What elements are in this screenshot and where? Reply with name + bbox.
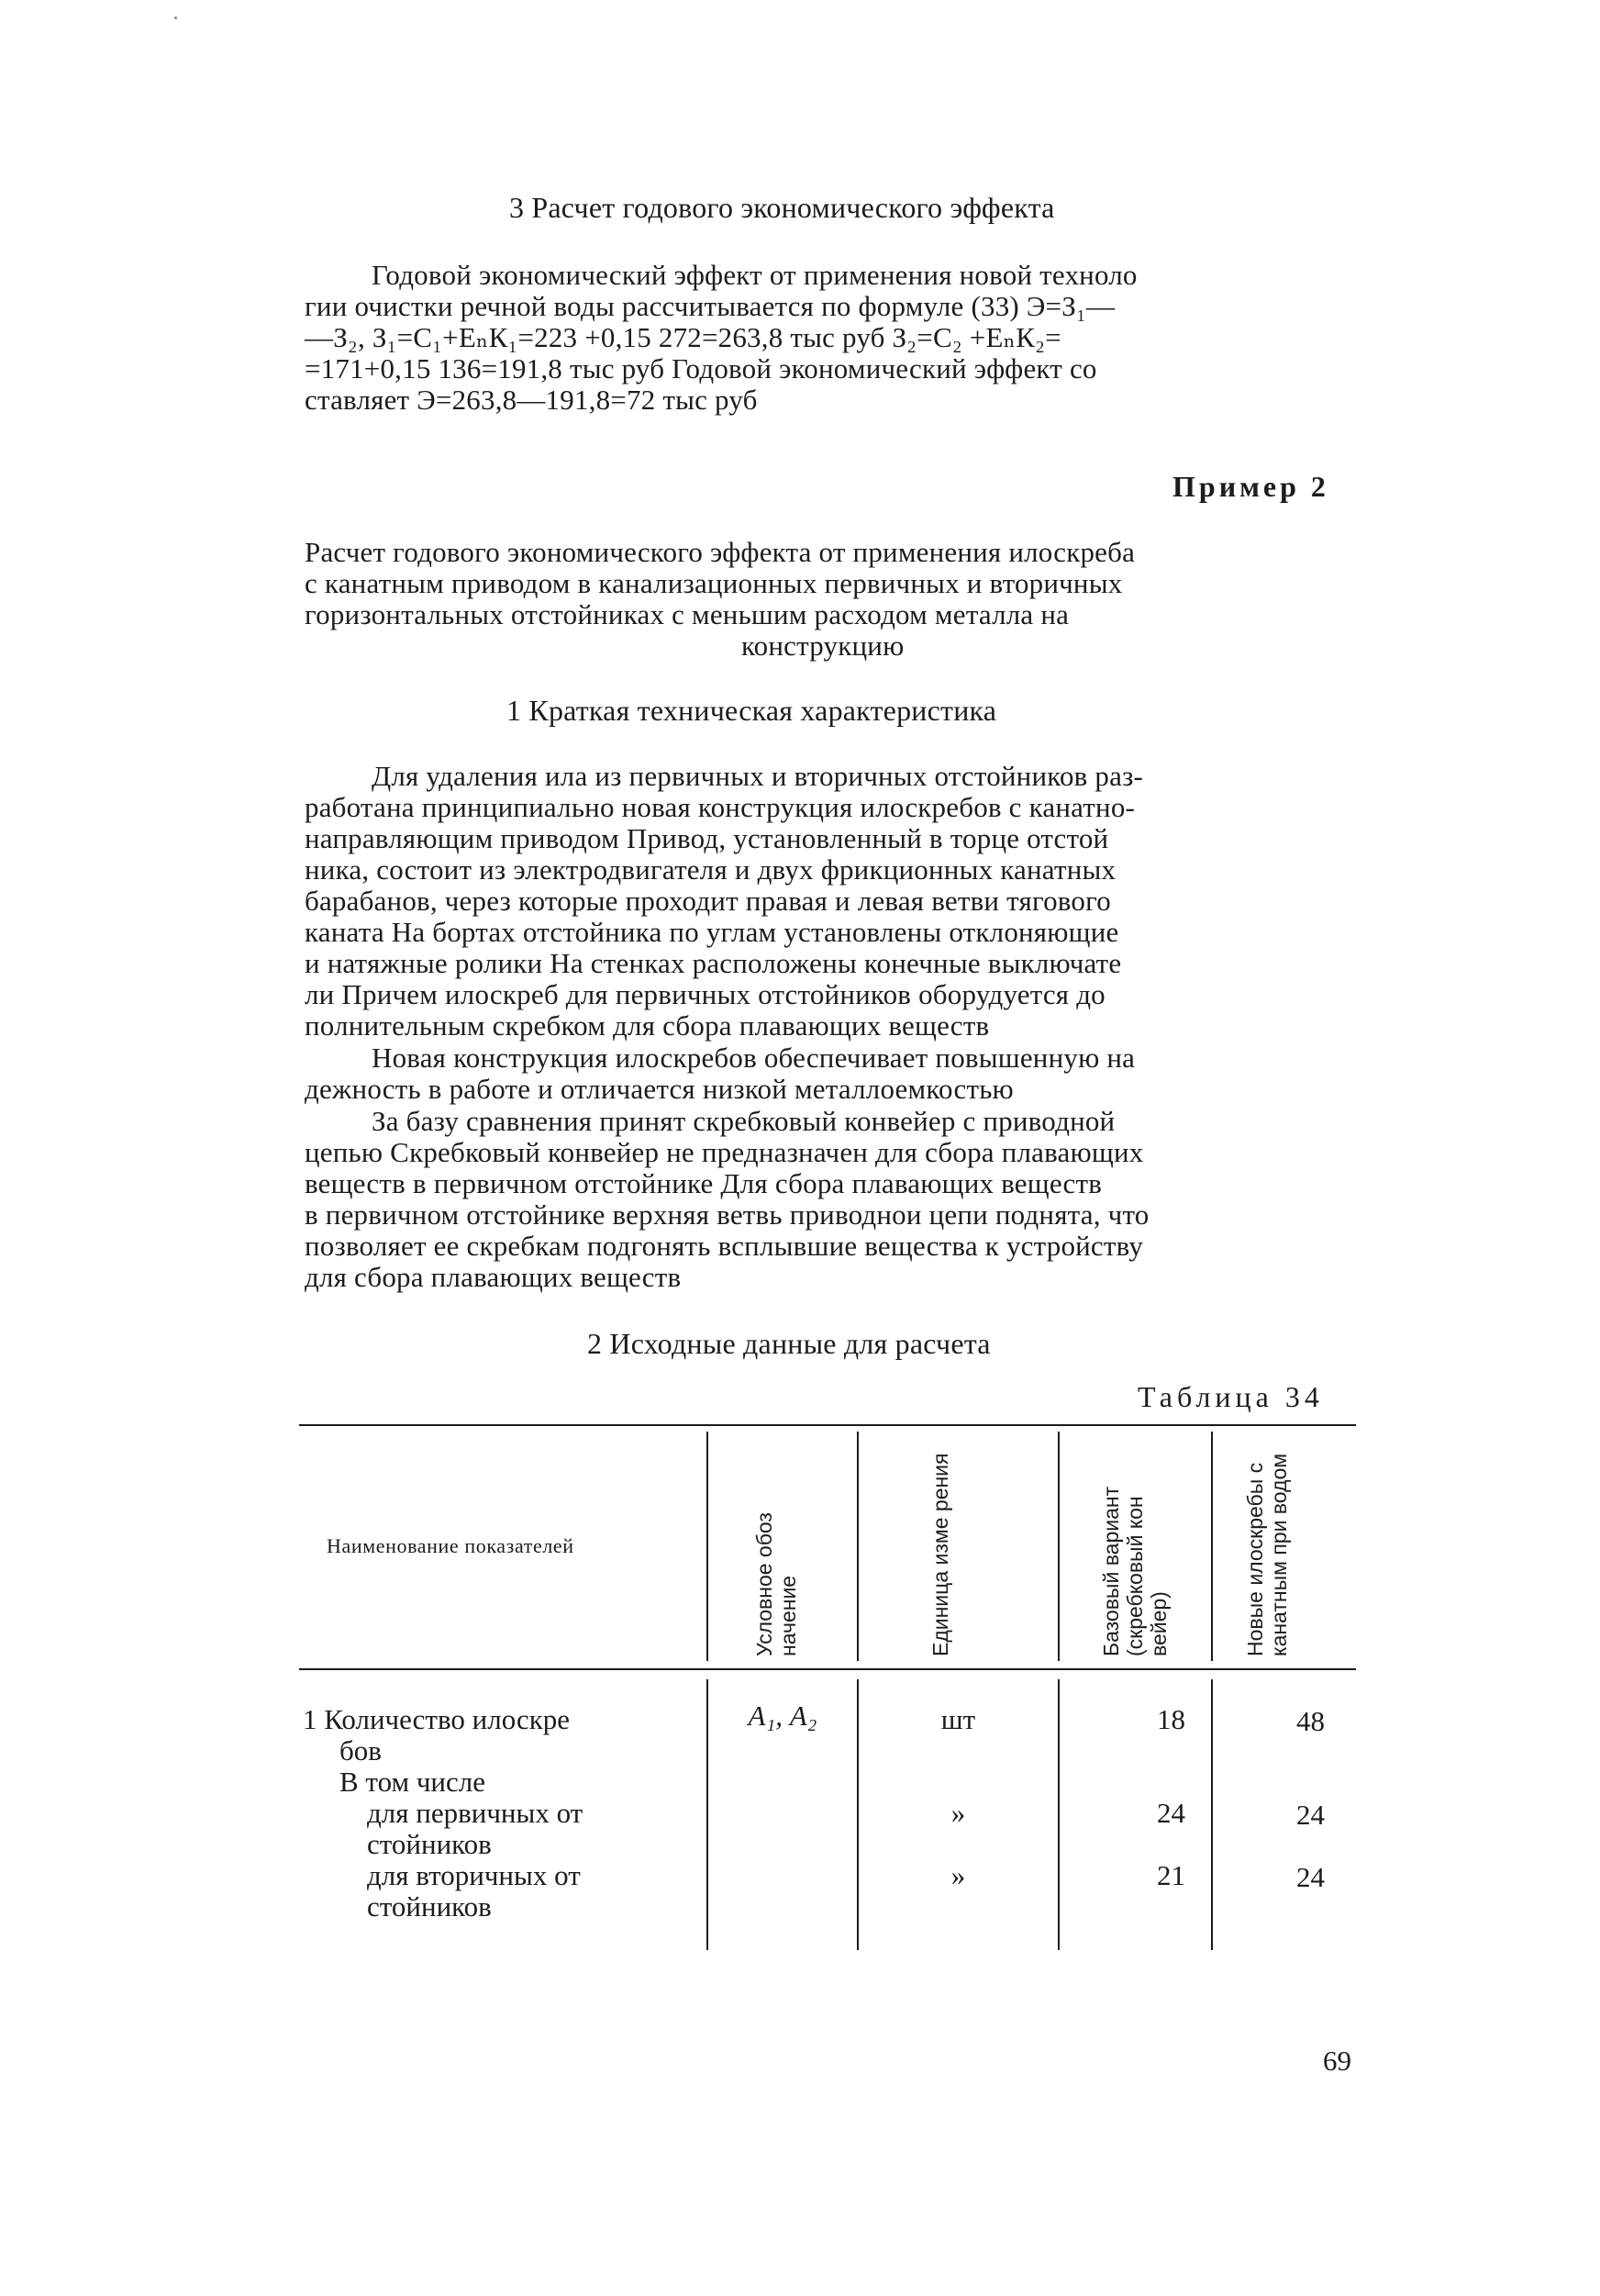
column-divider [857, 1432, 859, 1661]
example-title-line: горизонтальных отстойниках с меньшим расходом металла на [305, 598, 1070, 630]
example-title-line: конструкцию [741, 630, 905, 662]
paragraph-line: и натяжные ролики На стенках расположены конечные выключате [305, 947, 1122, 979]
row-name: В том числе [339, 1766, 486, 1798]
row-base-value: 24 [1157, 1797, 1185, 1829]
paragraph-line: Новая конструкция илоскребов обеспечивает повышенную на [372, 1042, 1136, 1074]
paragraph-line: Для удаления ила из первичных и вторичных отстойников раз- [372, 760, 1144, 792]
column-header-base: Базовый вариант (скребковый кон вейер) [1099, 1486, 1171, 1656]
row-unit: » [950, 1797, 966, 1829]
table-header-rule [299, 1668, 1356, 1670]
section-3-heading: 3 Расчет годового экономического эффекта [509, 191, 1055, 224]
paragraph-line: в первичном отстойнике верхняя ветвь приводнои цепи поднята, что [305, 1198, 1150, 1231]
column-divider [706, 1432, 708, 1661]
paragraph-line: каната На бортах отстойника по углам установлены отклоняющие [305, 916, 1119, 948]
section-2-heading: 2 Исходные данные для расчета [587, 1327, 991, 1360]
section-3-line: гии очистки речной воды рассчитывается по формуле (33) Э=З₁— [305, 290, 1116, 322]
section-3-line: Годовой экономический эффект от применения новой техноло [372, 259, 1138, 291]
column-header-symbol: Условное обоз начение [752, 1512, 800, 1656]
paragraph-line: полнительным скребком для сбора плавающих веществ [305, 1009, 990, 1042]
paragraph-line: направляющим приводом Привод, установленный в торце отстой [305, 822, 1109, 854]
example-label: Пример 2 [1172, 470, 1329, 503]
column-divider [1211, 1679, 1213, 1950]
row-symbol: А₁, А₂ [748, 1700, 817, 1732]
row-name: 1 Количество илоскре [303, 1703, 571, 1735]
column-divider [1058, 1679, 1060, 1950]
row-base-value: 21 [1157, 1859, 1185, 1891]
example-title-line: с канатным приводом в канализационных первичных и вторичных [305, 567, 1123, 599]
section-3-line: =171+0,15 136=191,8 тыс руб Годовой экономический эффект со [305, 352, 1097, 385]
paragraph-line: веществ в первичном отстойнике Для сбора плавающих веществ [305, 1167, 1103, 1199]
scan-speck [174, 17, 177, 19]
table-top-rule [299, 1424, 1356, 1426]
paragraph-line: цепью Скребковый конвейер не предназначен для сбора плавающих [305, 1136, 1144, 1168]
paragraph-line: ли Причем илоскреб для первичных отстойников оборудуется до [305, 978, 1106, 1010]
row-name-cont: стойников [367, 1890, 492, 1923]
paragraph-line: дежность в работе и отличается низкой металлоемкостью [305, 1073, 1014, 1105]
column-divider [1211, 1432, 1213, 1661]
example-title-line: Расчет годового экономического эффекта от применения илоскреба [305, 536, 1136, 568]
row-name-cont: бов [339, 1734, 382, 1767]
row-unit: » [950, 1859, 966, 1891]
column-header-new: Новые илоскребы с канатным при водом [1243, 1453, 1291, 1656]
section-3-line: ставляет Э=263,8—191,8=72 тыс руб [305, 384, 758, 416]
row-base-value: 18 [1157, 1703, 1185, 1735]
column-header-name: Наименование показателей [327, 1534, 574, 1557]
table-caption: Таблица 34 [1138, 1380, 1324, 1413]
row-name: для вторичных от [367, 1859, 581, 1891]
paragraph-line: работана принципиально новая конструкция илоскребов с канатно- [305, 791, 1136, 823]
row-name-cont: стойников [367, 1828, 492, 1860]
paragraph-line: За базу сравнения принят скребковый конвейер с приводной [372, 1105, 1116, 1137]
column-header-unit: Единица изме рения [928, 1453, 952, 1656]
row-name: для первичных от [367, 1797, 583, 1829]
section-1-heading: 1 Краткая техническая характеристика [506, 694, 997, 727]
row-new-value: 24 [1296, 1861, 1325, 1893]
section-3-line: —З₂, З₁=С₁+ЕₙК₁=223 +0,15 272=263,8 тыс руб З₂=С₂ +ЕₙК₂= [305, 321, 1061, 353]
row-unit: шт [940, 1703, 976, 1735]
paragraph-line: позволяет ее скребкам подгонять всплывшие вещества к устройству [305, 1230, 1144, 1262]
row-new-value: 24 [1296, 1799, 1325, 1831]
paragraph-line: ника, состоит из электродвигателя и двух фрикционных канатных [305, 853, 1117, 886]
page-number: 69 [1323, 2045, 1351, 2077]
paragraph-line: барабанов, через которые проходит правая и левая ветви тягового [305, 885, 1111, 917]
column-divider [1058, 1432, 1060, 1661]
paragraph-line: для сбора плавающих веществ [305, 1261, 682, 1293]
row-new-value: 48 [1296, 1705, 1325, 1737]
